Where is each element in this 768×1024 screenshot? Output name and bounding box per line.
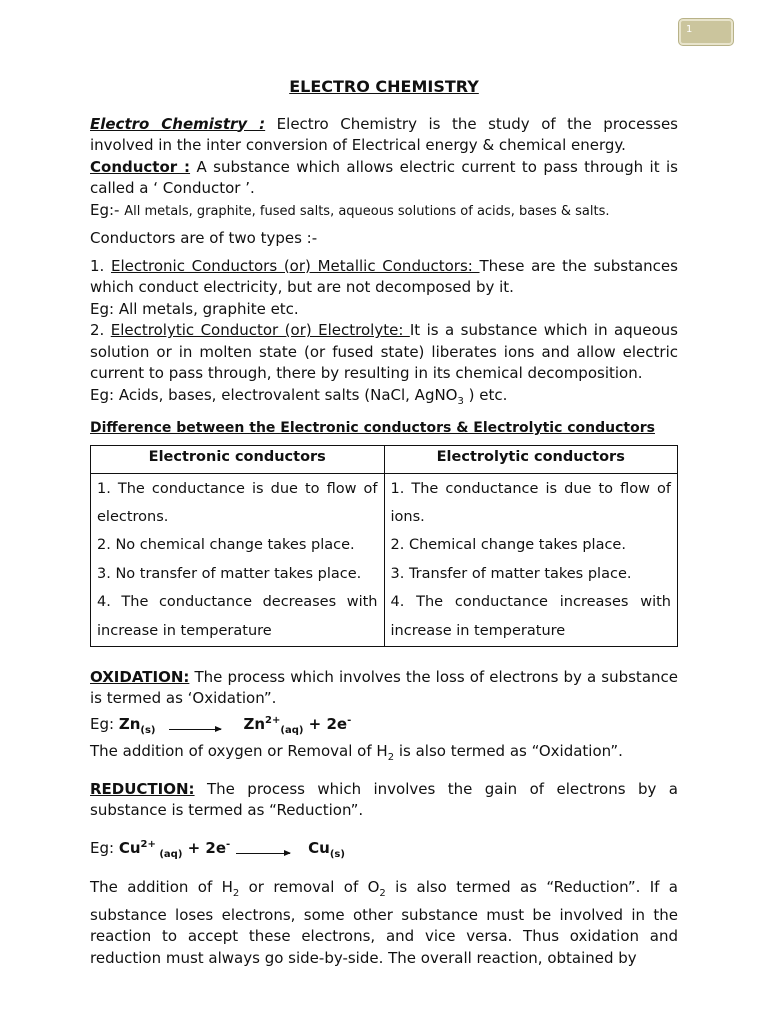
page-number: 1 [686, 24, 693, 35]
type2-paragraph [90, 320, 678, 385]
oxidation-note-pre: The addition of oxygen or Removal of H [90, 742, 388, 761]
type2-example [90, 385, 678, 413]
oxidation-reactant: Zn [118, 714, 141, 733]
comparison-table [90, 445, 678, 647]
reaction-arrow-icon [169, 729, 221, 730]
oxidation-note-post: is also termed as “Oxidation”. [394, 742, 623, 761]
reduction-para-1: The addition of H [90, 878, 233, 897]
oxidation-note-sub: 2 [387, 752, 395, 764]
oxidation-eg-label: Eg: [90, 714, 119, 733]
type2-text: It is a substance which in aqueous solution or in molten state (or fused state) liberates ions and allow electric current to pass through, there by resulting in its chemical decomposition. [90, 321, 678, 382]
reduction-reactant: Cu [118, 838, 141, 857]
type2-eg-sub: 3 [457, 395, 464, 407]
reduction-para-2: or removal of O [239, 878, 380, 897]
reduction-electrons: + 2e [182, 838, 227, 857]
oxidation-electron-charge: - [347, 714, 352, 726]
list-item: 1. The conductance is due to flow of electrons. [97, 480, 378, 525]
reduction-text: The process which involves the gain of electrons by a substance is termed as “Reduction”. [90, 779, 678, 820]
reduction-para-3: is also termed as “Reduction”. If a substance loses electrons, some other substance must be involved in the reaction to accept these electrons, and vice versa. Thus oxidation and reduction must always go side-by-side. The overall reaction, obtained by [90, 878, 678, 967]
reduction-explanation [90, 877, 678, 969]
reduction-equation [90, 834, 678, 866]
table-header-electrolytic: Electrolytic conductors [384, 445, 678, 473]
type2-term: Electrolytic Conductor (or) Electrolyte: [110, 321, 410, 339]
table-row [91, 473, 678, 646]
list-item: 4. The conductance decreases with increase in temperature [97, 594, 378, 639]
reduction-para-sub2: 2 [379, 888, 386, 900]
conductor-term: Conductor : [90, 157, 191, 176]
conductor-text: A substance which allows electric current to pass through it is called a ‘ Conductor ’. [90, 157, 678, 197]
reduction-term: REDUCTION: [90, 779, 195, 798]
type1-term: Electronic Conductors (or) Metallic Conductors: [111, 256, 480, 275]
intro-text: Electro Chemistry is the study of the processes involved in the inter conversion of Electrical energy & chemical energy. [90, 114, 678, 154]
reduction-electron-charge: - [226, 838, 231, 850]
electrolytic-cell [384, 473, 678, 646]
reaction-arrow-icon [236, 853, 290, 854]
conductor-eg-label: Eg:- [90, 200, 125, 219]
type2-num: 2. [90, 321, 111, 339]
reduction-reactant-state: (aq) [155, 848, 183, 860]
reduction-para-sub1: 2 [232, 888, 240, 900]
difference-heading: Difference between the Electronic conductors & Electrolytic conductors [90, 420, 655, 436]
type2-eg-post: ) etc. [463, 385, 508, 404]
oxidation-product-state: (aq) [280, 724, 304, 736]
oxidation-electrons: + 2e [303, 714, 348, 733]
intro-paragraph [90, 114, 678, 157]
conductor-eg-text: All metals, graphite, fused salts, aqueous solutions of acids, bases & salts. [124, 203, 610, 219]
list-item: 1. The conductance is due to flow of ions. [390, 480, 671, 525]
oxidation-product-charge: 2+ [265, 714, 281, 726]
type1-paragraph [90, 256, 678, 299]
electronic-cell [91, 473, 385, 646]
oxidation-term: OXIDATION: [90, 667, 190, 686]
conductor-example [90, 200, 678, 223]
list-item: 4. The conductance increases with increase in temperature [390, 594, 671, 639]
document-body [90, 72, 678, 969]
table-header-row [91, 445, 678, 473]
oxidation-note [90, 741, 678, 769]
reduction-product-state: (s) [329, 848, 345, 860]
reduction-product: Cu [308, 838, 330, 857]
type1-example: Eg: All metals, graphite etc. [90, 299, 299, 318]
intro-term: Electro Chemistry : [90, 114, 266, 133]
reduction-eg-label: Eg: [90, 838, 119, 857]
oxidation-paragraph [90, 667, 678, 710]
page-number-badge [679, 19, 733, 45]
type1-num: 1. [90, 256, 112, 275]
conductor-paragraph [90, 157, 678, 200]
reduction-reactant-charge: 2+ [140, 838, 156, 850]
oxidation-reactant-state: (s) [140, 724, 156, 736]
oxidation-text: The process which involves the loss of electrons by a substance is termed as ‘Oxidation”. [90, 667, 678, 708]
oxidation-equation [90, 710, 678, 742]
reduction-paragraph [90, 779, 678, 822]
page-title: ELECTRO CHEMISTRY [289, 77, 479, 96]
types-intro: Conductors are of two types :- [90, 229, 318, 247]
list-item: 3. No transfer of matter takes place. [97, 565, 362, 582]
table-header-electronic: Electronic conductors [91, 445, 385, 473]
oxidation-product: Zn [243, 714, 266, 733]
list-item: 3. Transfer of matter takes place. [390, 565, 632, 582]
list-item: 2. No chemical change takes place. [97, 537, 355, 554]
type2-eg-pre: Eg: Acids, bases, electrovalent salts (NaCl, AgNO [90, 385, 458, 404]
type1-text: These are the substances which conduct electricity, but are not decomposed by it. [90, 256, 678, 296]
list-item: 2. Chemical change takes place. [390, 537, 626, 554]
